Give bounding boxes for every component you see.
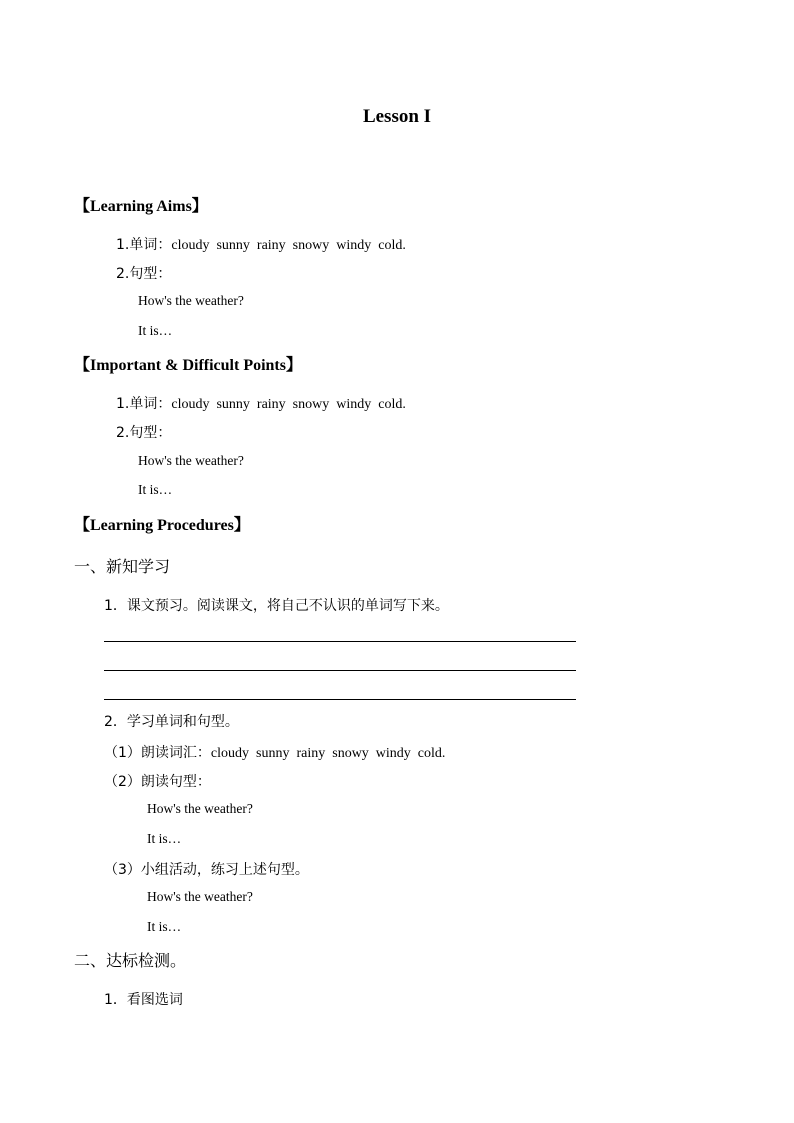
points-pattern-prefix: 2.句型：	[116, 425, 172, 441]
points-question: How's the weather?	[138, 453, 244, 468]
points-answer: It is…	[138, 482, 173, 497]
sub2-label: （2）朗读句型：	[104, 774, 211, 790]
aims-pattern-prefix: 2.句型：	[116, 266, 172, 282]
section-new-knowledge: 一、新知学习	[74, 557, 171, 576]
sub2-question: How's the weather?	[147, 801, 253, 816]
sub1-prefix: （1）朗读词汇：	[104, 745, 211, 761]
test-step-1: 1．看图选词	[104, 992, 183, 1008]
answer-line-3[interactable]	[104, 699, 576, 700]
answer-line-1[interactable]	[104, 641, 576, 642]
step-study: 2．学习单词和句型。	[104, 714, 239, 730]
aims-words: cloudy sunny rainy snowy windy cold.	[171, 238, 406, 253]
step-preview: 1．课文预习。阅读课文，将自己不认识的单词写下来。	[104, 598, 449, 614]
document-title: Lesson I	[362, 106, 432, 127]
aims-words-prefix: 1.单词：	[116, 237, 172, 253]
aims-answer: It is…	[138, 323, 173, 338]
points-heading: 【Important & Difficult Points】	[74, 357, 302, 374]
procedures-heading: 【Learning Procedures】	[74, 517, 250, 534]
points-words: cloudy sunny rainy snowy windy cold.	[171, 397, 406, 412]
learning-aims-heading: 【Learning Aims】	[74, 198, 208, 215]
section-test: 二、达标检测。	[74, 951, 187, 970]
sub1-words: cloudy sunny rainy snowy windy cold.	[210, 746, 446, 761]
aims-words-line	[116, 234, 406, 254]
aims-question: How's the weather?	[138, 293, 244, 308]
answer-line-2[interactable]	[104, 670, 576, 671]
sub3-question: How's the weather?	[147, 889, 253, 904]
points-words-line	[116, 393, 406, 413]
sub2-answer: It is…	[147, 831, 182, 846]
points-words-prefix: 1.单词：	[116, 396, 172, 412]
sub3-answer: It is…	[147, 919, 182, 934]
sub3-label: （3）小组活动，练习上述句型。	[104, 862, 309, 878]
sub1-line	[104, 742, 445, 762]
